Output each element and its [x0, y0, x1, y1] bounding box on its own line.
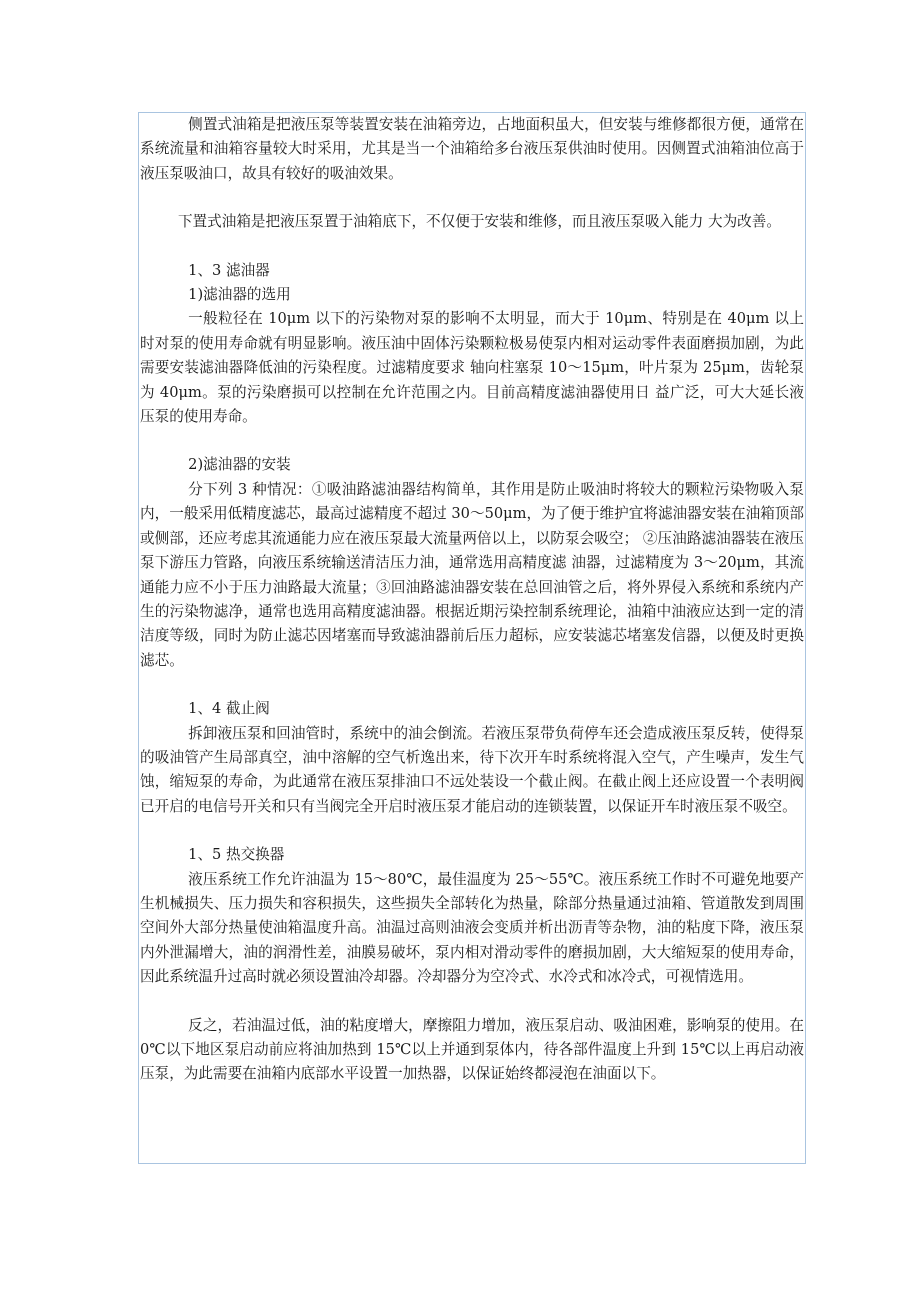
- spacer: [140, 235, 804, 259]
- paragraph-filter-selection: 一般粒径在 10μm 以下的污染物对泵的影响不太明显，而大于 10μm、特别是在 40μm 以上时对泵的使用寿命就有明显影响。液压油中固体污染颗粒极易使泵内相对运动零件表面磨损加剧，为此需要安装滤油器降低油的污染程度。过滤精度要求 轴向柱塞泵 10～15μm，叶片泵为 25μm，齿轮泵为 40μm。泵的污染磨损可以控制在允许范围之内。目前高精度滤油器使用日 益广泛，可大大延长液压泵的使用寿命。: [140, 310, 804, 426]
- subheading-filter-installation: 2)滤油器的安装: [188, 456, 291, 474]
- paragraph-heat-exchanger: 液压系统工作允许油温为 15～80℃，最佳温度为 25～55℃。液压系统工作时不可避免地要产生机械损失、压力损失和容积损失，这些损失全部转化为热量，除部分热量通过油箱、管道散发到周围空间外大部分热量使油箱温度升高。油温过高则油液会变质并析出沥青等杂物，油的粘度下降，液压泵内外泄漏增大，油的润滑性差，油膜易破坏，泵内相对滑动零件的磨损加剧，大大缩短泵的使用寿命，因此系统温升过高时就必须设置油冷却器。冷却器分为空冷式、水冷式和冰冷式，可视情选用。: [140, 870, 804, 986]
- paragraph-bottom-tank: 下置式油箱是把液压泵置于油箱底下，不仅便于安装和维修，而且液压泵吸入能力 大为改善。: [177, 213, 781, 231]
- section-heading-stop-valve: 1、4 截止阀: [188, 700, 270, 718]
- spacer: [140, 186, 804, 210]
- paragraph-filter-installation: 分下列 3 种情况：①吸油路滤油器结构简单，其作用是防止吸油时将较大的颗粒污染物吸入泵内，一般采用低精度滤芯，最高过滤精度不超过 30～50μm，为了便于维护宜将滤油器安装在油箱顶部或侧部，还应考虑其流通能力应在液压泵最大流量两倍以上，以防泵会吸空； ②压油路滤油器装在液压泵下游压力管路，向液压系统输送清洁压力油，通常选用高精度滤 油器，过滤精度为 3～20μm，其流通能力应不小于压力油路最大流量；③回油路滤油器安装在总回油管之后，将外界侵入系统和系统内产生的污染物滤净，通常也选用高精度滤油器。根据近期污染控制系统理论，油箱中油液应达到一定的清洁度等级，同时为防止滤芯因堵塞而导致滤油器前后压力超标，应安装滤芯堵塞发信器，以便及时更换滤芯。: [140, 480, 804, 669]
- spacer: [140, 673, 804, 697]
- paragraph-stop-valve: 拆卸液压泵和回油管时，系统中的油会倒流。若液压泵带负荷停车还会造成液压泵反转，使得泵的吸油管产生局部真空，油中溶解的空气析逸出来，待下次开车时系统将混入空气，产生噪声，发生气蚀，缩短泵的寿命，为此通常在液压泵排油口不远处装设一个截止阀。在截止阀上还应设置一个表明阀已开启的电信号开关和只有当阀完全开启时液压泵才能启动的连锁装置，以保证开车时液压泵不吸空。: [140, 724, 804, 815]
- spacer: [140, 990, 804, 1014]
- paragraph-side-tank: 侧置式油箱是把液压泵等装置安装在油箱旁边，占地面积虽大，但安装与维修都很方便，通常在系统流量和油箱容量较大时采用，尤其是当一个油箱给多台液压泵供油时使用。因侧置式油箱油位高于液压泵吸油口，故具有较好的吸油效果。: [140, 116, 804, 182]
- section-heading-heat-exchanger: 1、5 热交换器: [188, 846, 285, 864]
- paragraph-low-temperature: 反之，若油温过低，油的粘度增大，摩擦阻力增加，液压泵启动、吸油困难，影响泵的使用。在 0℃以下地区泵启动前应将油加热到 15℃以上并通到泵体内，待各部件温度上升到 15℃以上再启动液压泵，为此需要在油箱内底部水平设置一加热器，以保证始终都浸泡在油面以下。: [140, 1016, 804, 1083]
- document-body: [140, 113, 804, 1087]
- spacer: [140, 429, 804, 453]
- section-heading-filter: 1、3 滤油器: [188, 261, 270, 279]
- subheading-filter-selection: 1)滤油器的选用: [188, 286, 291, 304]
- spacer: [140, 819, 804, 843]
